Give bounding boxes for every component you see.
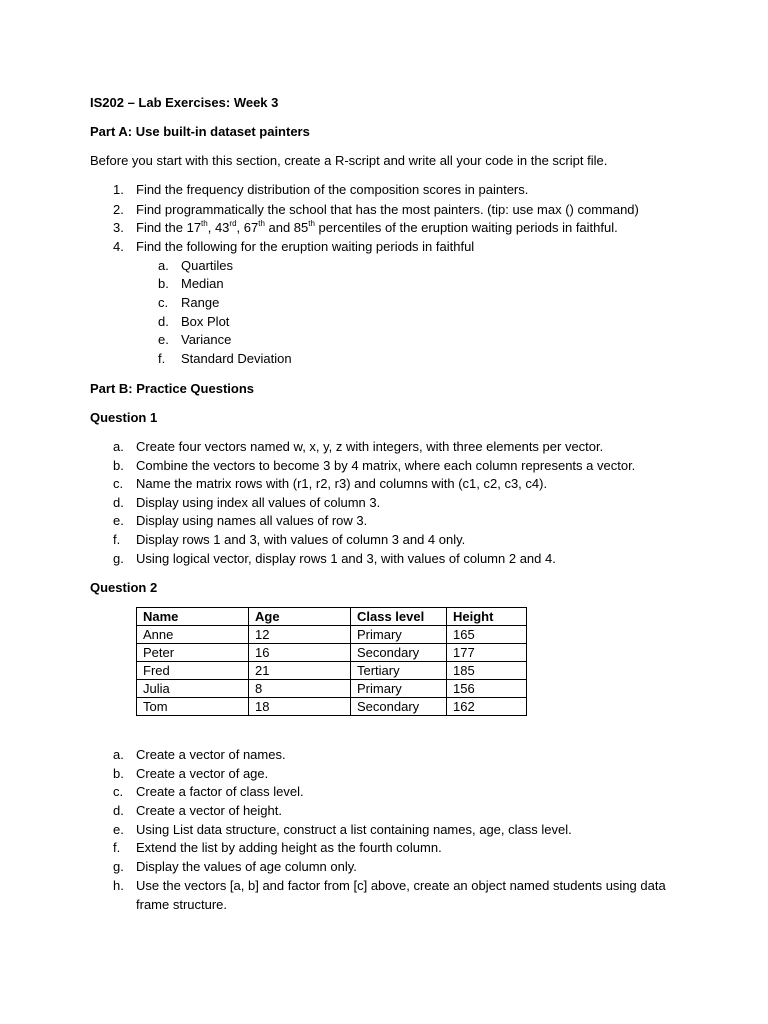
sublist-letter: c. bbox=[158, 295, 169, 310]
question-item: Display the values of age column only. bbox=[136, 859, 357, 874]
question-letter: h. bbox=[113, 878, 124, 893]
part-b-heading: Part B: Practice Questions bbox=[90, 381, 254, 396]
sublist-letter: a. bbox=[158, 258, 169, 273]
sublist-item: Quartiles bbox=[181, 258, 234, 273]
question-item: Use the vectors [a, b] and factor from [c] above, create an object named students using data bbox=[136, 878, 666, 893]
sublist-letter: e. bbox=[158, 332, 169, 347]
table-cell: 162 bbox=[447, 698, 527, 716]
sublist-letter: d. bbox=[158, 314, 169, 329]
sublist-item: Standard Deviation bbox=[181, 351, 292, 366]
question-item: Create a vector of names. bbox=[136, 747, 286, 762]
question-letter: e. bbox=[113, 822, 124, 837]
list-number: 4. bbox=[113, 239, 124, 254]
question-letter: d. bbox=[113, 495, 124, 510]
question-letter: a. bbox=[113, 747, 124, 762]
sublist-item: Variance bbox=[181, 332, 232, 347]
part-a-heading: Part A: Use built-in dataset painters bbox=[90, 124, 310, 139]
sublist-item: Box Plot bbox=[181, 314, 230, 329]
list-item: Find the following for the eruption waiting periods in faithful bbox=[136, 239, 475, 254]
table-cell: Julia bbox=[137, 680, 249, 698]
question-item: Name the matrix rows with (r1, r2, r3) and columns with (c1, c2, c3, c4). bbox=[136, 476, 548, 491]
table-cell: 185 bbox=[447, 662, 527, 680]
table-cell: 156 bbox=[447, 680, 527, 698]
question-letter: c. bbox=[113, 476, 124, 491]
question-item: Display rows 1 and 3, with values of column 3 and 4 only. bbox=[136, 532, 466, 547]
question-item: Display using index all values of column 3. bbox=[136, 495, 381, 510]
question-letter: f. bbox=[113, 532, 121, 547]
part-a-intro: Before you start with this section, create a R-script and write all your code in the script file. bbox=[90, 153, 608, 168]
table-cell: Peter bbox=[137, 644, 249, 662]
table-cell: Tertiary bbox=[351, 662, 447, 680]
table-header-row bbox=[137, 608, 527, 626]
question-item: Create a vector of age. bbox=[136, 766, 269, 781]
table-cell: 16 bbox=[249, 644, 351, 662]
question-letter: g. bbox=[113, 551, 124, 566]
document-title: IS202 – Lab Exercises: Week 3 bbox=[90, 95, 279, 110]
column-header: Age bbox=[249, 608, 351, 626]
question-letter: e. bbox=[113, 513, 124, 528]
question-item: Using logical vector, display rows 1 and 3, with values of column 2 and 4. bbox=[136, 551, 556, 566]
question-1-heading: Question 1 bbox=[90, 410, 158, 425]
students-table bbox=[136, 607, 527, 716]
question-letter: b. bbox=[113, 766, 124, 781]
table-cell: Secondary bbox=[351, 644, 447, 662]
column-header: Class level bbox=[351, 608, 447, 626]
table-cell: Fred bbox=[137, 662, 249, 680]
table-cell: Anne bbox=[137, 626, 249, 644]
sublist-letter: b. bbox=[158, 276, 169, 291]
question-letter: c. bbox=[113, 784, 124, 799]
question-item: Create four vectors named w, x, y, z with integers, with three elements per vector. bbox=[136, 439, 604, 454]
table-row bbox=[137, 698, 527, 716]
table-cell: 177 bbox=[447, 644, 527, 662]
question-2-heading: Question 2 bbox=[90, 580, 158, 595]
list-number: 1. bbox=[113, 182, 124, 197]
question-letter: d. bbox=[113, 803, 124, 818]
question-item-continuation: frame structure. bbox=[136, 897, 228, 912]
table-cell: 21 bbox=[249, 662, 351, 680]
table-row bbox=[137, 662, 527, 680]
list-number: 2. bbox=[113, 202, 124, 217]
table-cell: Primary bbox=[351, 680, 447, 698]
list-item: Find the 17th, 43rd, 67th and 85th percentiles of the eruption waiting periods in faithful. bbox=[136, 218, 618, 235]
table-row bbox=[137, 626, 527, 644]
question-letter: g. bbox=[113, 859, 124, 874]
table-cell: Secondary bbox=[351, 698, 447, 716]
sublist-letter: f. bbox=[158, 351, 166, 366]
table-cell: Tom bbox=[137, 698, 249, 716]
list-item: Find programmatically the school that has the most painters. (tip: use max () command) bbox=[136, 202, 639, 217]
table-row bbox=[137, 644, 527, 662]
column-header: Height bbox=[447, 608, 527, 626]
question-letter: b. bbox=[113, 458, 124, 473]
table-cell: 8 bbox=[249, 680, 351, 698]
column-header: Name bbox=[137, 608, 249, 626]
table-cell: 12 bbox=[249, 626, 351, 644]
question-letter: f. bbox=[113, 840, 121, 855]
sublist-item: Range bbox=[181, 295, 220, 310]
table-row bbox=[137, 680, 527, 698]
question-item: Using List data structure, construct a list containing names, age, class level. bbox=[136, 822, 572, 837]
table-cell: 165 bbox=[447, 626, 527, 644]
table-cell: Primary bbox=[351, 626, 447, 644]
question-item: Extend the list by adding height as the fourth column. bbox=[136, 840, 442, 855]
question-item: Create a factor of class level. bbox=[136, 784, 304, 799]
table-cell: 18 bbox=[249, 698, 351, 716]
sublist-item: Median bbox=[181, 276, 224, 291]
question-item: Combine the vectors to become 3 by 4 matrix, where each column represents a vector. bbox=[136, 458, 636, 473]
question-item: Display using names all values of row 3. bbox=[136, 513, 368, 528]
list-number: 3. bbox=[113, 220, 124, 235]
question-item: Create a vector of height. bbox=[136, 803, 282, 818]
list-item: Find the frequency distribution of the composition scores in painters. bbox=[136, 182, 529, 197]
question-letter: a. bbox=[113, 439, 124, 454]
